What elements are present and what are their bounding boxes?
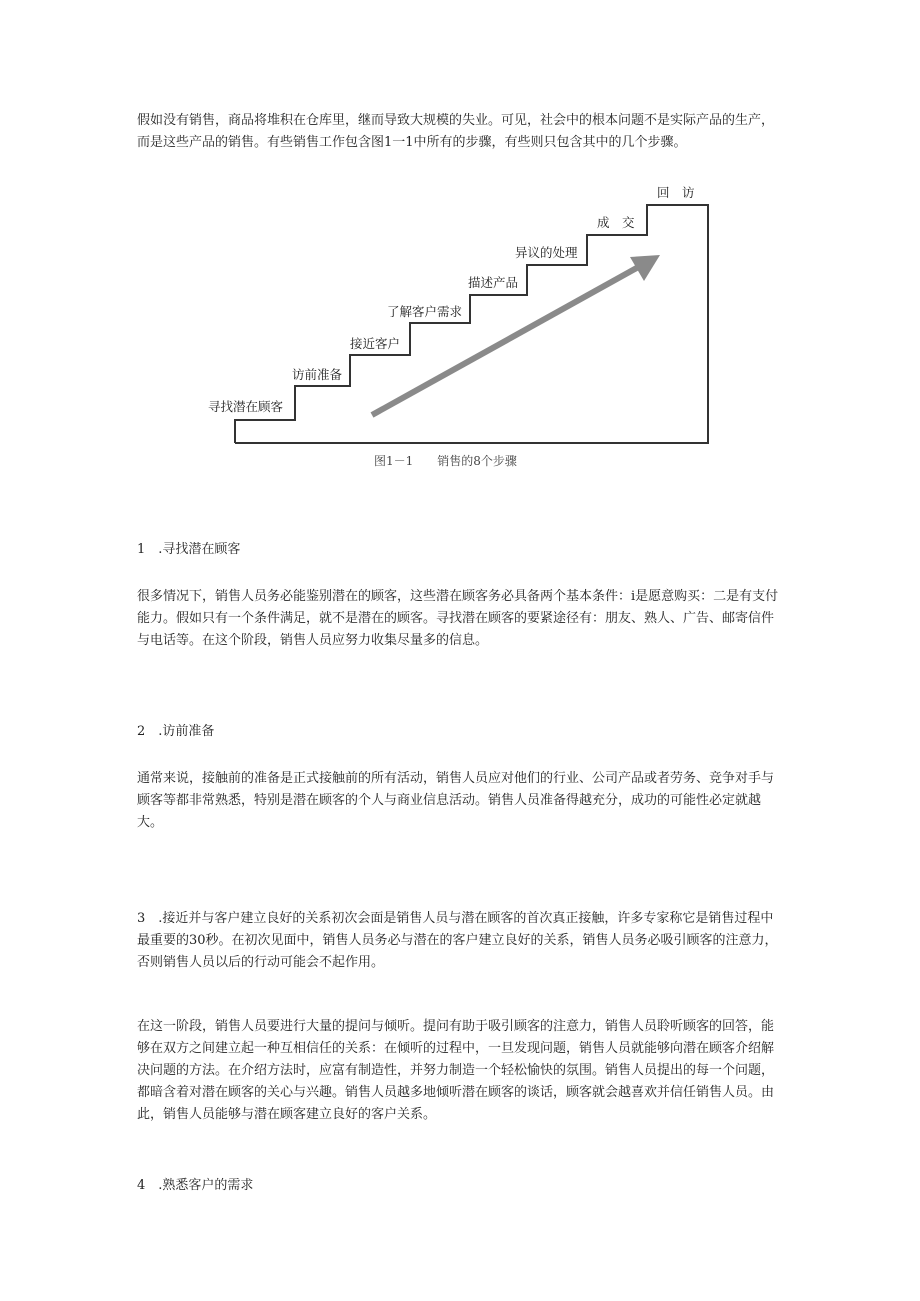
step-label-7: 成 交 [597,215,635,230]
section-3-paragraph-2: 在这一阶段，销售人员要进行大量的提问与倾听。提问有助于吸引顾客的注意力，销售人员聆听顾客的回答，能够在双方之间建立起一种互相信任的关系：在倾听的过程中，一旦发现问题，销售人员就能够向潜在顾客介绍解决问题的方法。在介绍方法时，应富有制造性，并努力制造一个轻松愉快的氛围。销售人员提出的每一个问题，都暗含着对潜在顾客的关心与兴趣。销售人员越多地倾听潜在顾客的谈话，顾客就会越喜欢并信任销售人员。由此，销售人员能够与潜在顾客建立良好的客户关系。 [137,1019,775,1122]
staircase-outline [235,205,708,443]
sales-steps-figure [200,175,720,475]
section-4-heading: 4 .熟悉客户的需求 [137,1178,254,1193]
step-label-2: 访前准备 [292,367,343,382]
intro-paragraph: 假如没有销售，商品将堆积在仓库里，继而导致大规模的失业。可见，社会中的根本问题不是实际产品的生产，而是这些产品的销售。有些销售工作包含图1一1中所有的步骤，有些则只包含其中的几个步骤。 [137,113,775,150]
step-label-4: 了解客户需求 [387,304,463,319]
section-1-heading: 1 .寻找潜在顾客 [137,542,241,557]
step-label-1: 寻找潜在顾客 [208,399,284,414]
section-1-paragraph: 很多情况下，销售人员务必能鉴别潜在的顾客，这些潜在顾客务必具备两个基本条件：i是愿意购买：二是有支付能力。假如只有一个条件满足，就不是潜在的顾客。寻找潜在顾客的要紧途径有：朋友、熟人、广告、邮寄信件与电话等。在这个阶段，销售人员应努力收集尽量多的信息。 [137,589,779,648]
section-2-paragraph: 通常来说，接触前的准备是正式接触前的所有活动，销售人员应对他们的行业、公司产品或者劳务、竞争对手与顾客等都非常熟悉，特别是潜在顾客的个人与商业信息活动。销售人员准备得越充分，成功的可能性必定就越大。 [137,771,775,830]
section-3-paragraph: 3 .接近并与客户建立良好的关系初次会面是销售人员与潜在顾客的首次真正接触，许多专家称它是销售过程中最重要的30秒。在初次见面中，销售人员务必与潜在的客户建立良好的关系，销售人员务必吸引顾客的注意力，否则销售人员以后的行动可能会不起作用。 [137,911,778,970]
step-label-6: 异议的处理 [515,245,578,260]
section-2-heading: 2 .访前准备 [137,724,215,739]
step-label-5: 描述产品 [468,275,519,290]
step-label-8: 回 访 [657,185,695,200]
figure-caption: 图1－1 销售的8个步骤 [374,454,517,468]
step-label-3: 接近客户 [350,336,401,351]
